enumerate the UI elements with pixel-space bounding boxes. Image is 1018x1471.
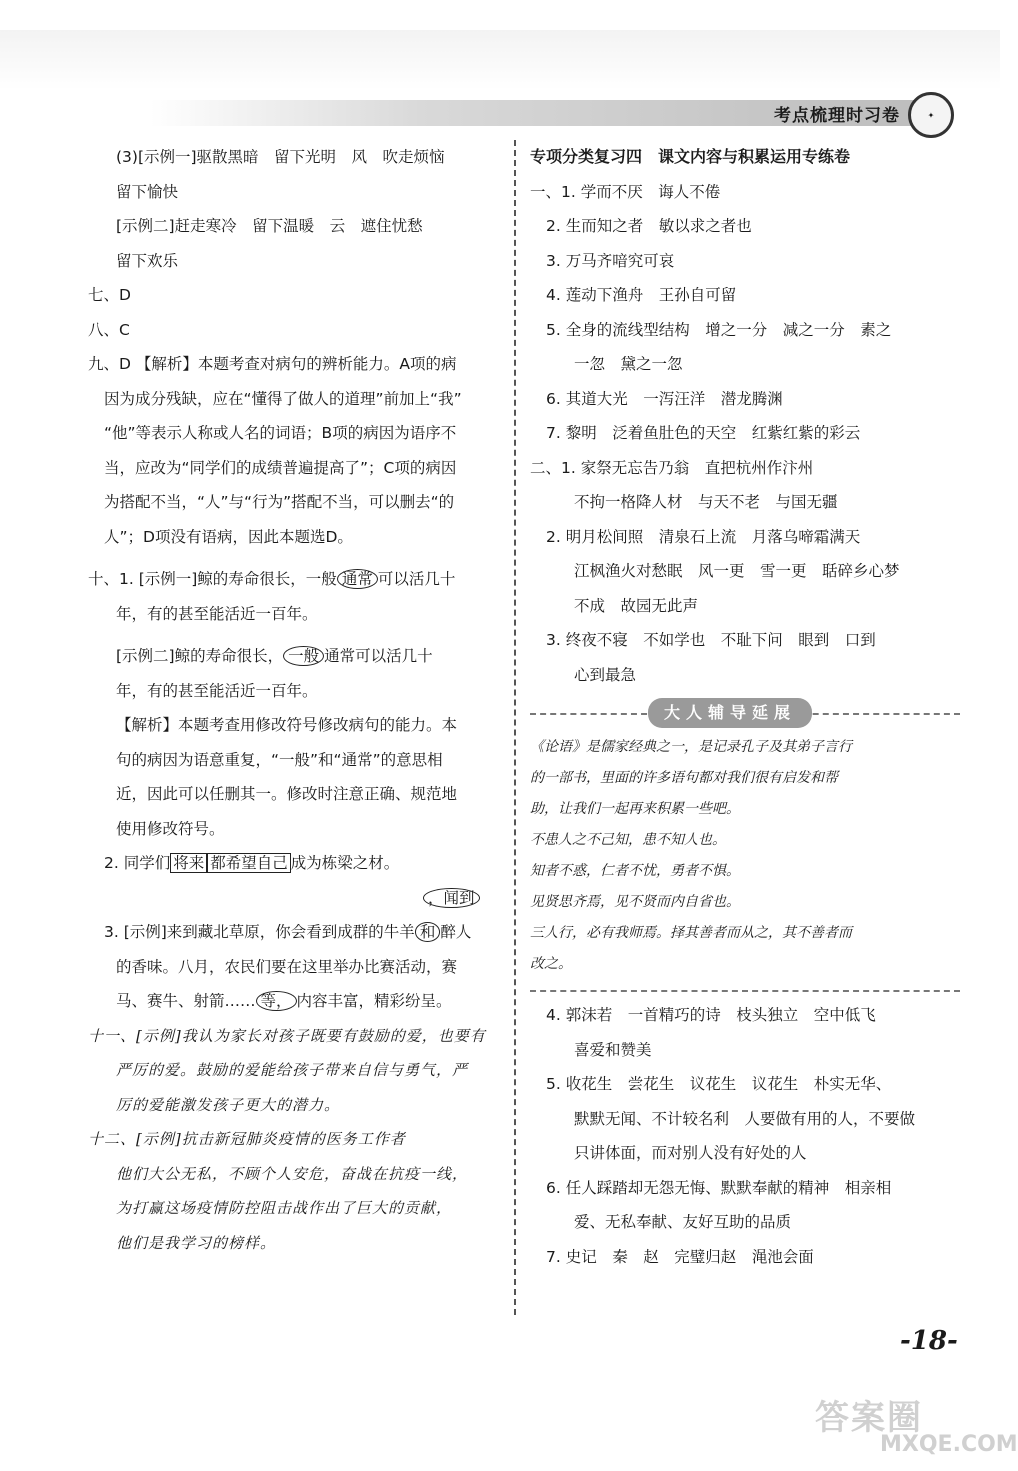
answer-line: 句的病因为语意重复，“一般”和“通常”的意思相 — [116, 750, 443, 769]
answer-line: 二、1. 家祭无忘告乃翁 直把杭州作汴州 — [530, 458, 814, 477]
answer-line: 6. 任人踩踏却无怨无悔、默默奉献的精神 相亲相 — [546, 1178, 892, 1197]
answer-line: 5. 收花生 尝花生 议花生 议花生 朴实无华、 — [546, 1075, 892, 1093]
text-span: 2. 同学们 — [104, 854, 171, 872]
tutor-line: 的一部书，里面的许多语句都对我们很有启发和帮 — [530, 770, 838, 786]
text-span: 醉人 — [440, 923, 472, 941]
answer-q8: 八、C — [88, 320, 130, 339]
boxed-word: 都希望自己 — [207, 853, 291, 873]
text-span: 十、1. [示例一]鲸的寿命很长，一般 — [88, 570, 337, 588]
header-title: 考点梳理时习卷 — [774, 106, 900, 126]
answer-line: 江枫渔火对愁眠 风一更 雪一更 聒碎乡心梦 — [574, 562, 900, 580]
answer-line — [88, 639, 498, 674]
tutor-line: 三人行，必有我师焉。择其善者而从之，其不善者而 — [530, 925, 852, 941]
answer-line: “他”等表示人称或人名的词语；B项的病因为语序不 — [104, 424, 457, 442]
insertion-mark — [88, 881, 498, 916]
answer-line: 2. 生而知之者 敏以求之者也 — [546, 217, 752, 235]
section-title: 专项分类复习四 课文内容与积累运用专练卷 — [530, 147, 851, 166]
column-divider — [514, 140, 516, 1315]
answer-line: (3)[示例一]驱散黑暗 留下光明 风 吹走烦恼 — [116, 148, 445, 166]
tutor-box-header — [530, 696, 960, 732]
page-number: -18- — [900, 1326, 958, 1356]
answer-line: 年，有的甚至能活近一百年。 — [116, 681, 318, 700]
circled-word: 通常 — [337, 569, 378, 589]
answer-line: 使用修改符号。 — [116, 819, 225, 838]
inserted-word: ，闻到 — [423, 888, 480, 908]
boxed-word: 将来 — [170, 853, 207, 873]
answer-q10-3 — [88, 915, 498, 950]
right-column — [530, 140, 960, 1274]
answer-line: 当，应改为“同学们的成绩普遍提高了”；C项的病因 — [104, 458, 457, 477]
text-span: 3. [示例]来到藏北草原，你会看到成群的牛羊 — [104, 923, 415, 941]
tutor-line: 《论语》是儒家经典之一，是记录孔子及其弟子言行 — [530, 739, 852, 755]
text-span: 成为栋梁之材。 — [290, 854, 400, 872]
watermark-url: MXQE.COM — [880, 1432, 1018, 1457]
answer-line: 不成 故园无此声 — [574, 596, 699, 615]
answer-line: 爱、无私奉献、友好互助的品质 — [574, 1213, 792, 1231]
answer-q12: 十二、[示例]抗击新冠肺炎疫情的医务工作者 — [88, 1130, 406, 1148]
answer-line: 的香味。八月，农民们要在这里举办比赛活动，赛 — [116, 957, 458, 976]
answer-line: 心到最急 — [574, 665, 637, 684]
tutor-box-footer — [530, 990, 960, 992]
answer-line: 7. 史记 秦 赵 完璧归赵 渑池会面 — [546, 1247, 814, 1266]
answer-q10-2 — [88, 846, 498, 881]
answer-line — [88, 984, 498, 1019]
tutor-line: 助，让我们一起再来积累一些吧。 — [530, 801, 740, 817]
answer-line: 默默无闻、不计较名利 人要做有用的人，不要做 — [574, 1109, 916, 1128]
text-span: [示例二]鲸的寿命很长， — [116, 647, 284, 665]
answer-line: 喜爱和赞美 — [574, 1040, 652, 1059]
circled-word: 等， — [256, 991, 297, 1011]
left-column — [88, 140, 498, 1260]
answer-line: 不拘一格降人材 与天不老 与国无疆 — [574, 493, 838, 511]
answer-line: 5. 全身的流线型结构 增之一分 减之一分 素之 — [546, 320, 892, 339]
text-span: 马、赛牛、射箭…… — [116, 992, 256, 1010]
answer-line: 为搭配不当，“人”与“行为”搭配不当，可以删去“的 — [104, 493, 455, 511]
answer-line: 2. 明月松间照 清泉石上流 月落乌啼霜满天 — [546, 527, 861, 546]
answer-line: 【解析】本题考查用修改符号修改病句的能力。本 — [116, 716, 458, 734]
answer-line: 近，因此可以任删其一。修改时注意正确、规范地 — [116, 785, 458, 803]
answer-line: 6. 其道大光 一泻汪洋 潜龙腾渊 — [546, 389, 783, 408]
tutor-line: 不患人之不己知，患不知人也。 — [530, 832, 726, 848]
tutor-line: 知者不惑，仁者不忧，勇者不惧。 — [530, 863, 740, 879]
answer-line: 留下欢乐 — [116, 251, 179, 270]
watermark: 答案圈 — [815, 1398, 923, 1438]
tutor-line: 见贤思齐焉，见不贤而内自省也。 — [530, 894, 740, 910]
answer-line: 一忽 黛之一忽 — [574, 355, 683, 373]
answer-line: 因为成分残缺，应在“懂得了做人的道理”前加上“我” — [104, 389, 462, 408]
answer-line: 他们是我学习的榜样。 — [116, 1233, 277, 1252]
answer-line: 7. 黎明 泛着鱼肚色的天空 红紫红紫的彩云 — [546, 424, 861, 442]
tutor-title: 大人辅导延展 — [648, 698, 812, 728]
answer-line: 人”；D项没有语病，因此本题选D。 — [104, 527, 353, 546]
tutor-box-body — [530, 732, 960, 980]
answer-line: 3. 万马齐喑究可哀 — [546, 251, 675, 270]
text-span: 可以活几十 — [377, 570, 456, 588]
text-span: 通常可以活几十 — [324, 647, 433, 665]
answer-q9: 九、D 【解析】本题考查对病句的辨析能力。A项的病 — [88, 355, 457, 373]
answer-q7: 七、D — [88, 286, 131, 304]
text-span: 内容丰富，精彩纷呈。 — [296, 992, 452, 1010]
answer-line: 厉的爱能激发孩子更大的潜力。 — [116, 1095, 341, 1114]
answer-line: 严厉的爱。鼓励的爱能给孩子带来自信与勇气，严 — [116, 1061, 469, 1079]
answer-line: 年，有的甚至能活近一百年。 — [116, 604, 318, 623]
answer-q11: 十一、[示例]我认为家长对孩子既要有鼓励的爱，也要有 — [88, 1026, 486, 1045]
tutor-line: 改之。 — [530, 956, 572, 972]
answer-line: 4. 郭沫若 一首精巧的诗 枝头独立 空中低飞 — [546, 1006, 876, 1024]
answer-line: 为打赢这场疫情防控阻击战作出了巨大的贡献， — [116, 1199, 453, 1217]
answer-line: 只讲体面，而对别人没有好处的人 — [574, 1144, 807, 1162]
answer-line: 3. 终夜不寝 不如学也 不耻下问 眼到 口到 — [546, 631, 876, 649]
scan-smudge — [0, 30, 1000, 90]
brand-logo-icon: ✦ — [908, 92, 954, 138]
answer-line: 留下愉快 — [116, 182, 179, 201]
answer-line: 4. 莲动下渔舟 王孙自可留 — [546, 286, 737, 304]
circled-word: 一般 — [283, 646, 324, 666]
answer-q10-1 — [88, 562, 498, 597]
answer-line: [示例二]赶走寒冷 留下温暖 云 遮住忧愁 — [116, 217, 423, 235]
answer-line: 他们大公无私，不顾个人安危，奋战在抗疫一线， — [116, 1164, 469, 1183]
circled-word: 和 — [415, 922, 441, 942]
answer-line: 一、1. 学而不厌 诲人不倦 — [530, 182, 721, 201]
